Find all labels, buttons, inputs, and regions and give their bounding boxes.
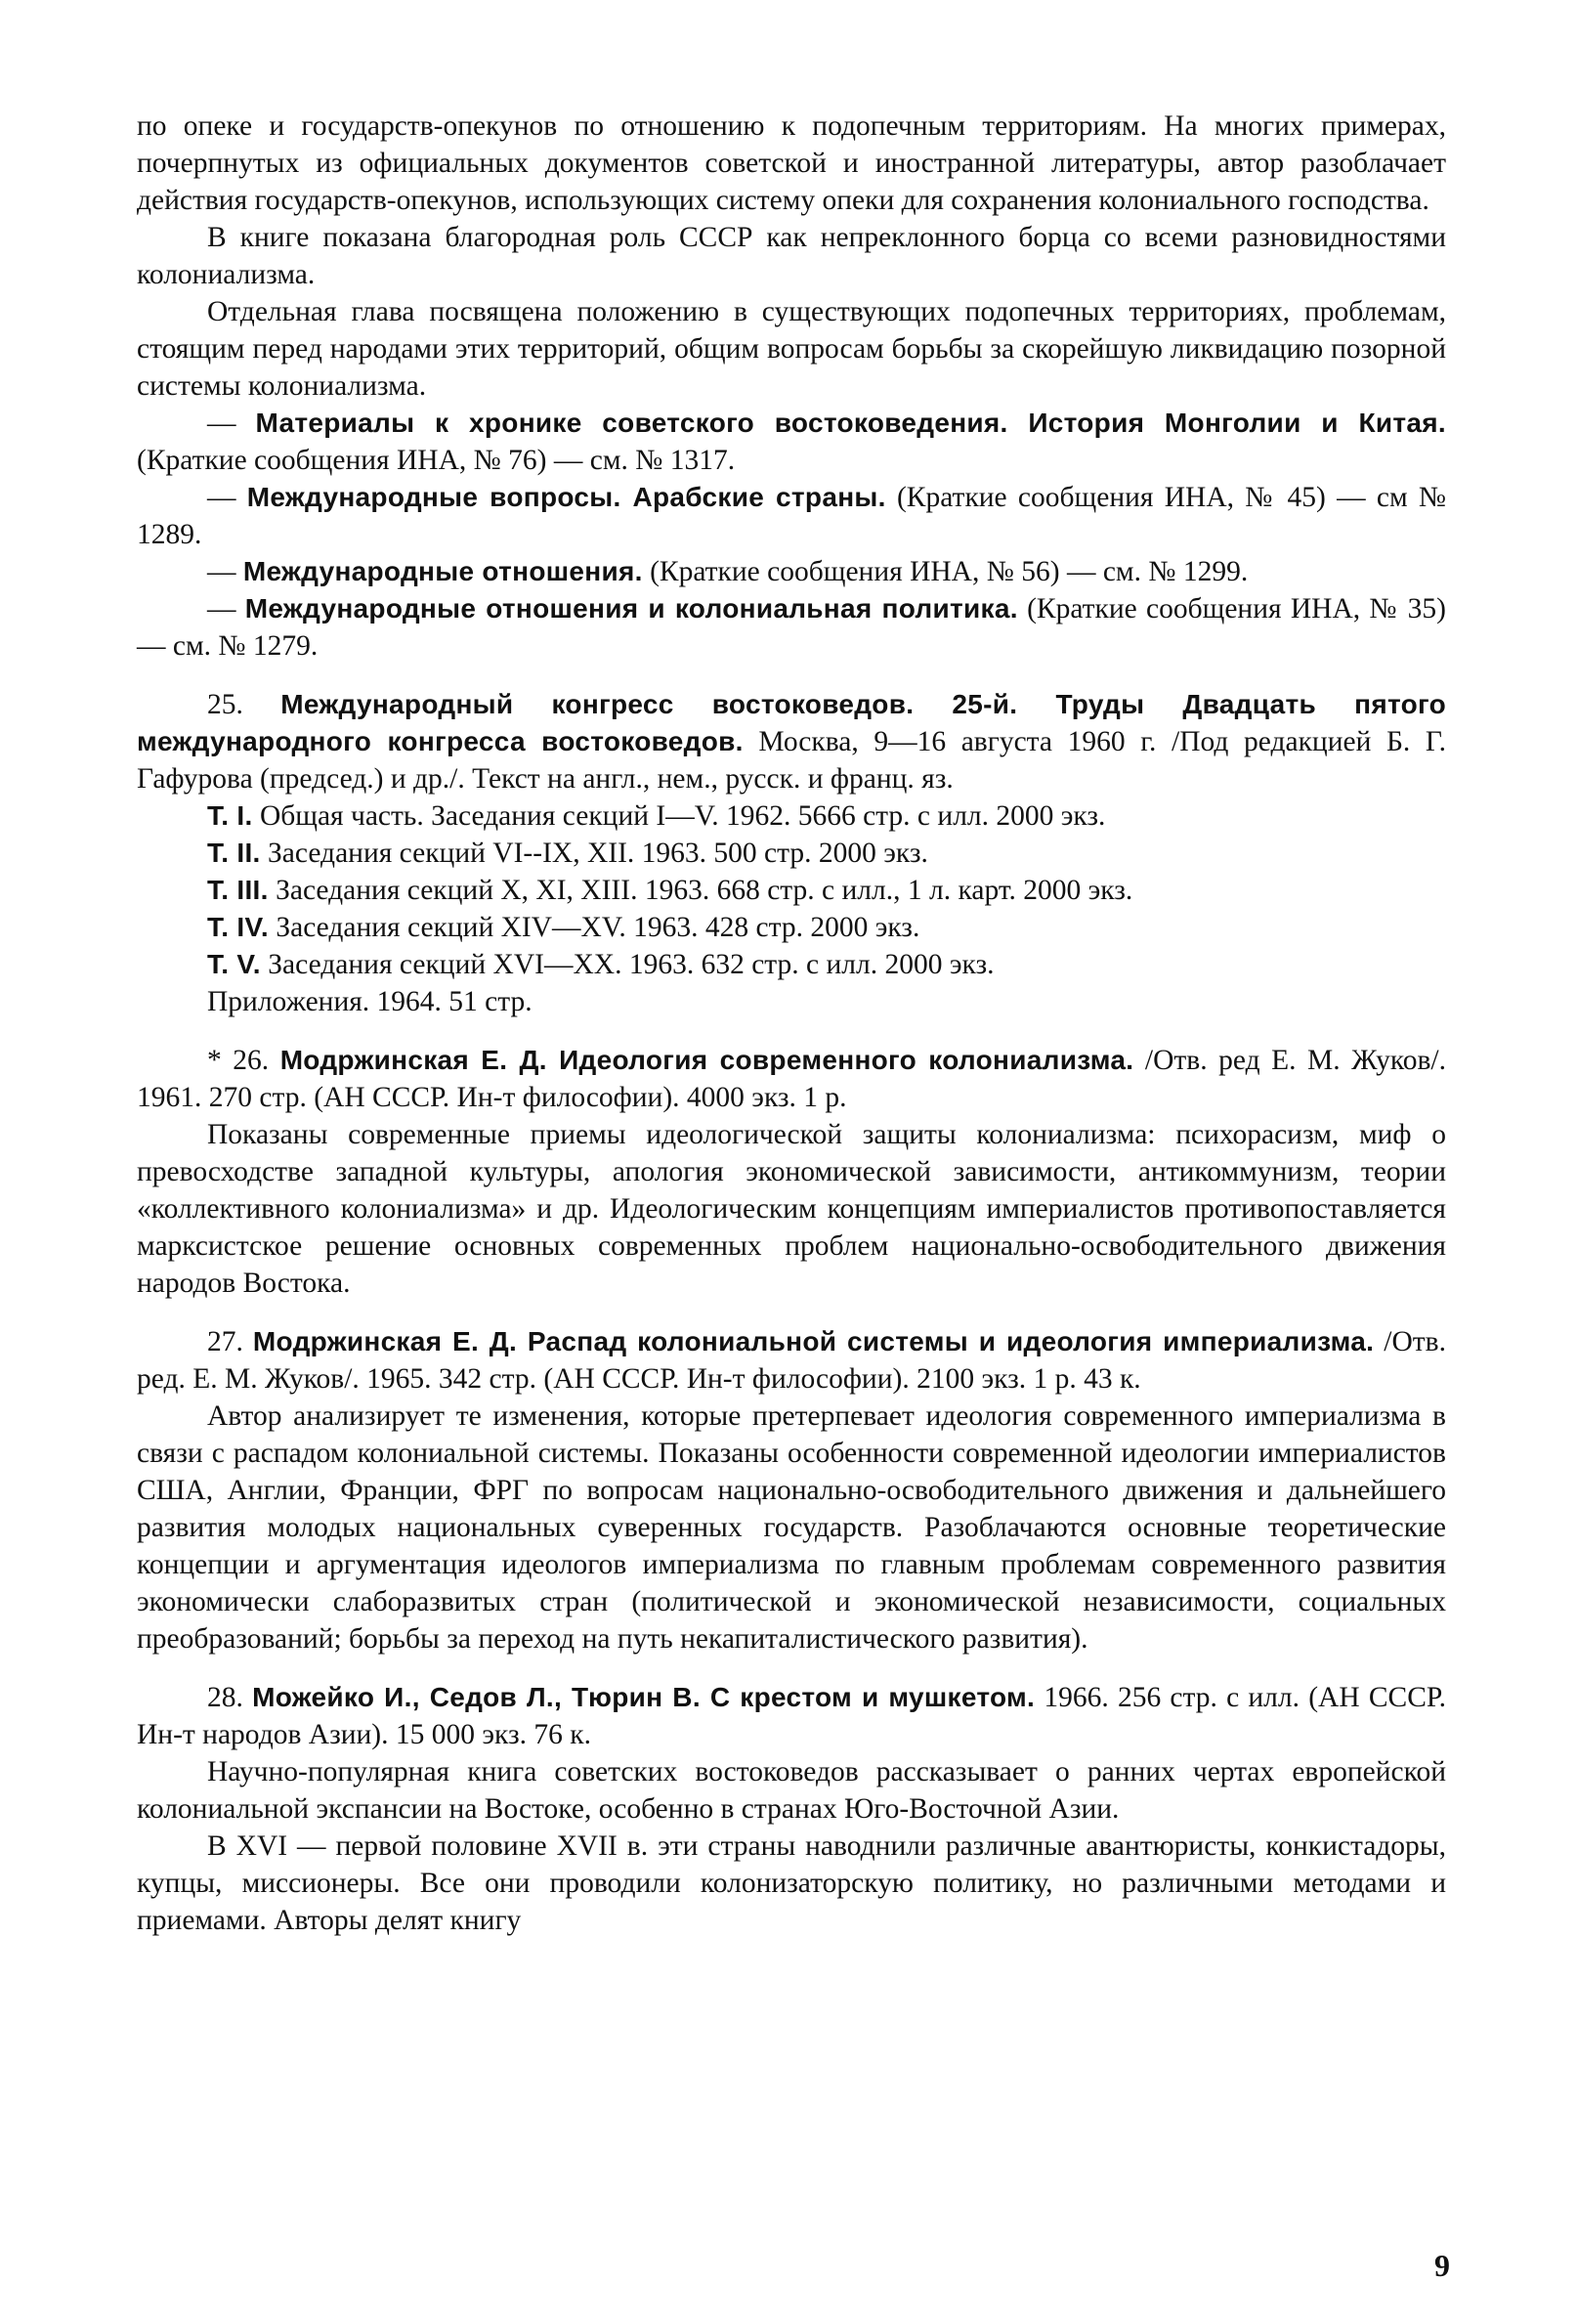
page-body xyxy=(137,108,1446,1939)
entry-28-heading: 28. Можейко И., Седов Л., Тюрин В. С крестом и мушкетом. 1966. 256 стр. с илл. (АН СССР. Ин-т народов Азии). 15 000 экз. 76 к. xyxy=(137,1682,1446,1750)
cross-ref-1: — Материалы к хронике советского востоковедения. История Монголии и Китая. (Краткие сообщения ИНА, № 76) — см. № 1317. xyxy=(137,408,1446,476)
page-number: 9 xyxy=(1434,2248,1450,2283)
entry-28-title: Можейко И., Седов Л., Тюрин В. С крестом и мушкетом. xyxy=(252,1682,1036,1712)
appendix-line: Приложения. 1964. 51 стр. xyxy=(207,986,533,1017)
entry-28-description-2: В XVI — первой половине XVII в. эти страны наводнили различные авантюристы, конкистадоры, купцы, миссионеры. Все они проводили колонизаторскую политику, но различными методами и приемами. Авторы делят книгу xyxy=(137,1830,1446,1936)
entry-26-description: Показаны современные приемы идеологической защиты колониализма: психорасизм, миф о превосходстве западной культуры, апология экономической зависимости, антикоммунизм, теории «коллективного колониализма» и др. Идеологическим концепциям империалистов противопоставляется марксистское решение основных современных проблем национально-освободительного движения народов Востока. xyxy=(137,1119,1446,1299)
cross-ref-title: Международные отношения. xyxy=(242,556,643,586)
volume-line: Т. V. Заседания секций XVI—XX. 1963. 632 стр. с илл. 2000 экз. xyxy=(207,949,995,980)
entry-26-title: Модржинская Е. Д. Идеология современного колониализма. xyxy=(279,1045,1134,1075)
entry-27-heading: 27. Модржинская Е. Д. Распад колониальной системы и идеология империализма. /Отв. ред. Е. М. Жуков/. 1965. 342 стр. (АН СССР. Ин-т философии). 2100 экз. 1 р. 43 к. xyxy=(137,1326,1446,1395)
cross-ref-3: — Международные отношения. (Краткие сообщения ИНА, № 56) — см. № 1299. xyxy=(207,556,1249,587)
cross-ref-title: Материалы к хронике советского востоковедения. История Монголии и Китая. xyxy=(255,408,1446,438)
entry-25-volumes xyxy=(207,797,1446,1020)
entry-28-description-1: Научно-популярная книга советских востоковедов рассказывает о ранних чертах европейской колониальной экспансии на Востоке, особенно в странах Юго-Восточной Азии. xyxy=(137,1756,1446,1825)
volume-line: Т. I. Общая часть. Заседания секций I—V. 1962. 5666 стр. с илл. 2000 экз. xyxy=(207,800,1106,832)
entry-26-heading: * 26. Модржинская Е. Д. Идеология современного колониализма. /Отв. ред Е. М. Жуков/. 1961. 270 стр. (АН СССР. Ин-т философии). 4000 экз. 1 р. xyxy=(137,1045,1446,1113)
volume-line: Т. III. Заседания секций X, XI, XIII. 1963. 668 стр. с илл., 1 л. карт. 2000 экз. xyxy=(207,875,1133,906)
cross-ref-title: Международные вопросы. Арабские страны. xyxy=(246,482,886,512)
intro-paragraph-1: по опеке и государств-опекунов по отношению к подопечным территориям. На многих примерах, почерпнутых из официальных документов советской и иностранной литературы, автор разоблачает действия государств-опекунов, использующих систему опеки для сохранения колониального господства. xyxy=(137,110,1446,216)
intro-paragraph-2: В книге показана благородная роль СССР как непреклонного борца со всеми разновидностями колониализма. xyxy=(137,222,1446,290)
volume-line: Т. II. Заседания секций VI--IX, XII. 1963. 500 стр. 2000 экз. xyxy=(207,838,928,869)
volume-line: Т. IV. Заседания секций XIV—XV. 1963. 428 стр. 2000 экз. xyxy=(207,912,920,943)
intro-paragraph-3: Отдельная глава посвящена положению в существующих подопечных территориях, проблемам, стоящим перед народами этих территорий, общим вопросам борьбы за скорейшую ликвидацию позорной системы колониализма. xyxy=(137,296,1446,402)
cross-ref-2: — Международные вопросы. Арабские страны. (Краткие сообщения ИНА, № 45) — см № 1289. xyxy=(137,482,1447,550)
entry-25-heading: 25. Международный конгресс востоковедов. 25-й. Труды Двадцать пятого международного конгресса востоковедов. Москва, 9—16 августа 1960 г. /Под редакцией Б. Г. Гафурова (председ.) и др./. Текст на англ., нем., русск. и франц. яз. xyxy=(137,689,1446,795)
cross-ref-title: Международные отношения и колониальная политика. xyxy=(244,593,1018,624)
entry-27-title: Модржинская Е. Д. Распад колониальной системы и идеология империализма. xyxy=(252,1326,1375,1356)
entry-25-title: Международный конгресс востоковедов. 25-й. Труды Двадцать пятого международного конгресса востоковедов. xyxy=(137,689,1446,756)
entry-27-description: Автор анализирует те изменения, которые претерпевает идеология современного империализма в связи с распадом колониальной системы. Показаны особенности современной идеологии империалистов США, Англии, Франции, ФРГ по вопросам национально-освободительного движения и дальнейшего развития молодых национальных суверенных государств. Разоблачаются основные теоретические концепции и аргументация идеологов империализма по главным проблемам современного развития экономически слаборазвитых стран (политической и экономической независимости, социальных преобразований; борьбы за переход на путь некапиталистического развития). xyxy=(137,1400,1446,1655)
cross-ref-4: — Международные отношения и колониальная политика. (Краткие сообщения ИНА, № 35) — см. № 1279. xyxy=(137,593,1447,662)
